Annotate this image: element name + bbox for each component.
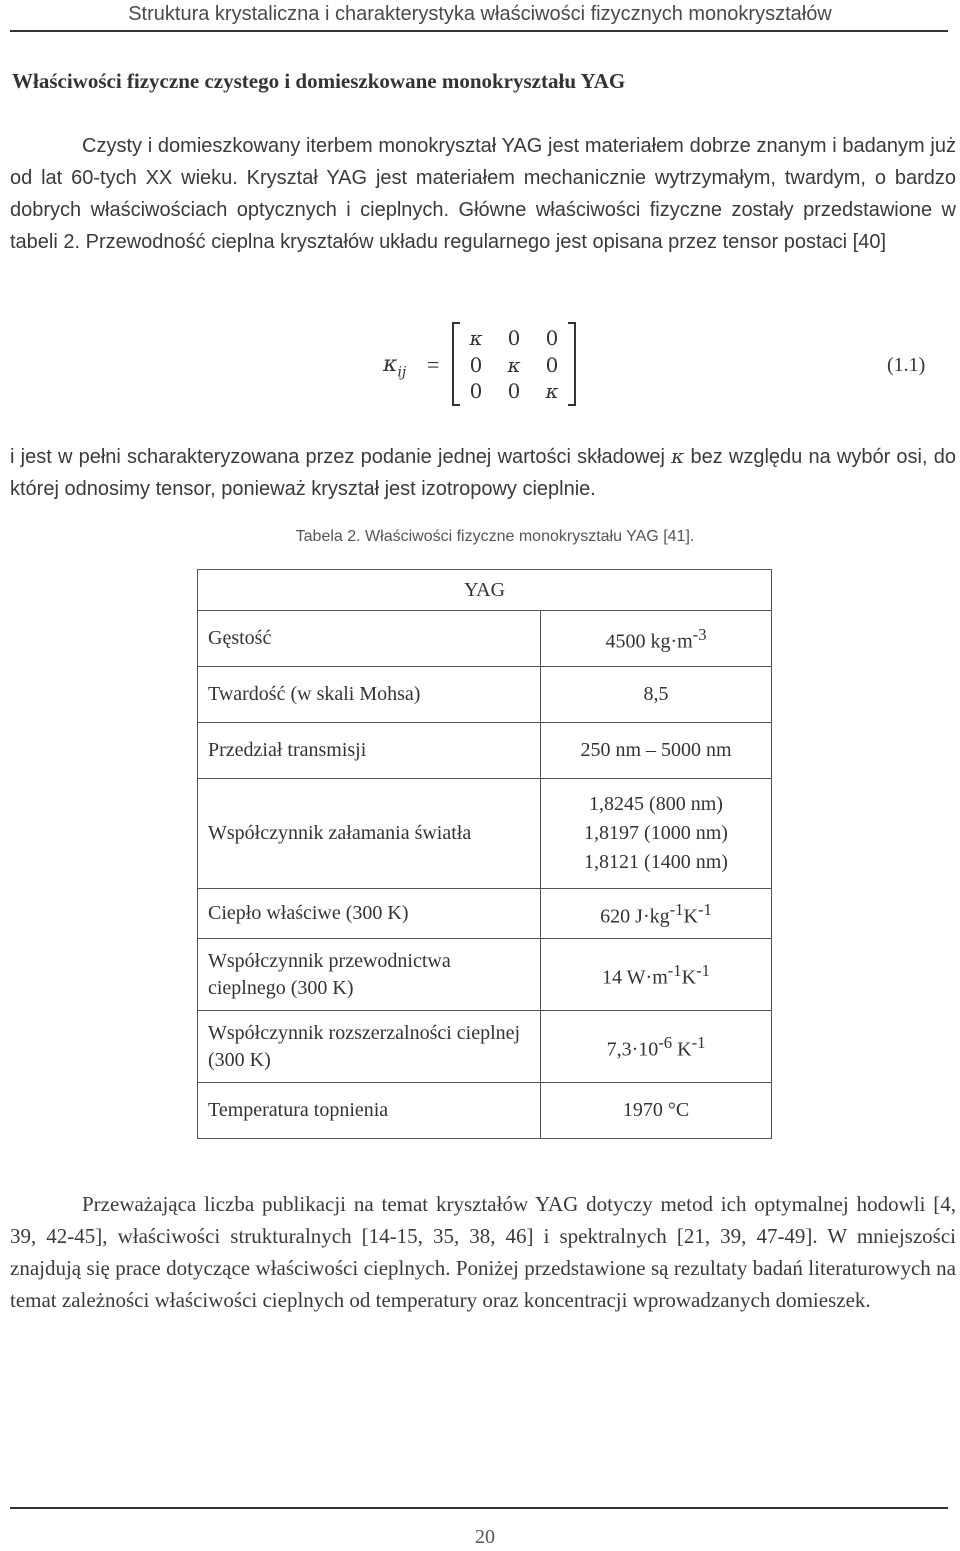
properties-table-body [198,611,772,1139]
equation-equals: = [427,352,440,377]
table-header: YAG [198,570,772,611]
matrix-cell: 0 [469,379,483,403]
property-value: 4500 $kg\cdot m^{-3}$ [541,611,772,667]
property-name: Twardość (w skali Mohsa) [198,667,541,723]
property-value: 1,8245 (800 nm) 1,8197 (1000 nm) 1,8121 (1400 nm) [541,779,772,889]
property-value: 14 $W\cdot m^{-1}K^{-1}$ [541,939,772,1011]
footer-rule [10,1507,948,1509]
equation-lhs [383,352,406,380]
table-row [198,723,772,779]
property-value: 620 $J\cdot kg^{-1}K^{-1}$ [541,889,772,939]
paragraph-tensor-text-b: bez względu na wybór osi, do której odnosimy tensor, ponieważ kryształ jest izotropowy cieplnie. [10,446,956,500]
table-row [198,939,772,1011]
matrix-cell: 0 [507,326,521,350]
matrix-cell: 0 [469,353,483,377]
paragraph-intro-text: Czysty i domieszkowany iterbem monokryształ YAG jest materiałem dobrze znanym i badanym już od lat 60-tych XX wieku. Kryształ YAG jest materiałem mechanicznie wytrzymałym, twardym, o bardzo dobrych właściwościach optycznych i cieplnych. Główne właściwości fizyczne zostały przedstawione w tabeli 2. Przewodność cieplna kryształów układu regularnego jest opisana przez tensor postaci [40] [10,135,956,253]
property-name: Przedział transmisji [198,723,541,779]
property-value: 250 nm – 5000 nm [541,723,772,779]
property-value: 1970 °C [541,1083,772,1139]
matrix-cell: κ [469,326,483,350]
page-number: 20 [475,1526,495,1548]
equation-1-1 [0,322,960,412]
table-row [198,779,772,889]
paragraph-intro [10,130,956,258]
properties-table [197,569,772,1139]
property-name: Współczynnik załamania światła [198,779,541,889]
equation-lhs-symbol: κ [383,352,398,377]
paragraph-tensor [10,440,956,505]
paragraph-literature [10,1188,956,1316]
header-rule [10,30,948,32]
tensor-matrix [452,324,576,404]
matrix-cell: 0 [507,379,521,403]
property-name: Współczynnik rozszerzalności cieplnej (300 K) [198,1011,541,1083]
matrix-cell: κ [507,353,521,377]
equation-number: (1.1) [887,354,926,376]
paragraph-literature-text: Przeważająca liczba publikacji na temat kryształów YAG dotyczy metod ich optymalnej hodowli [4, 39, 42-45], właściwości strukturalnych [14-15, 35, 38, 46] i spektralnych [21, 39, 47-49]. W mniejszości znajdują się prace dotyczące właściwości cieplnych. Poniżej przedstawione są rezultaty badań literaturowych na temat zależności właściwości cieplnych od temperatury oraz koncentracji wprowadzanych domieszek. [10,1192,956,1312]
running-header: Struktura krystaliczna i charakterystyka właściwości fizycznych monokryształów [128,3,832,25]
table-row [198,611,772,667]
table-caption: Tabela 2. Właściwości fizyczne monokryształu YAG [41]. [295,528,695,545]
table-row [198,667,772,723]
matrix-cell: 0 [545,326,559,350]
table-row [198,1083,772,1139]
property-name: Ciepło właściwe (300 K) [198,889,541,939]
matrix-cell: 0 [545,353,559,377]
property-name: Gęstość [198,611,541,667]
table-row [198,889,772,939]
matrix-cell: κ [545,379,559,403]
table-row [198,1011,772,1083]
property-name: Współczynnik przewodnictwa cieplnego (300 K) [198,939,541,1011]
property-value: $7,3\cdot 10^{-6}$ $K^{-1}$ [541,1011,772,1083]
property-name: Temperatura topnienia [198,1083,541,1139]
paragraph-tensor-text-a: i jest w pełni scharakteryzowana przez podanie jednej wartości składowej [10,446,672,468]
kappa-symbol: κ [671,444,685,468]
property-value: 8,5 [541,667,772,723]
equation-lhs-subscript: ij [397,364,407,381]
section-title: Właściwości fizyczne czystego i domieszkowane monokryształu YAG [12,69,626,93]
